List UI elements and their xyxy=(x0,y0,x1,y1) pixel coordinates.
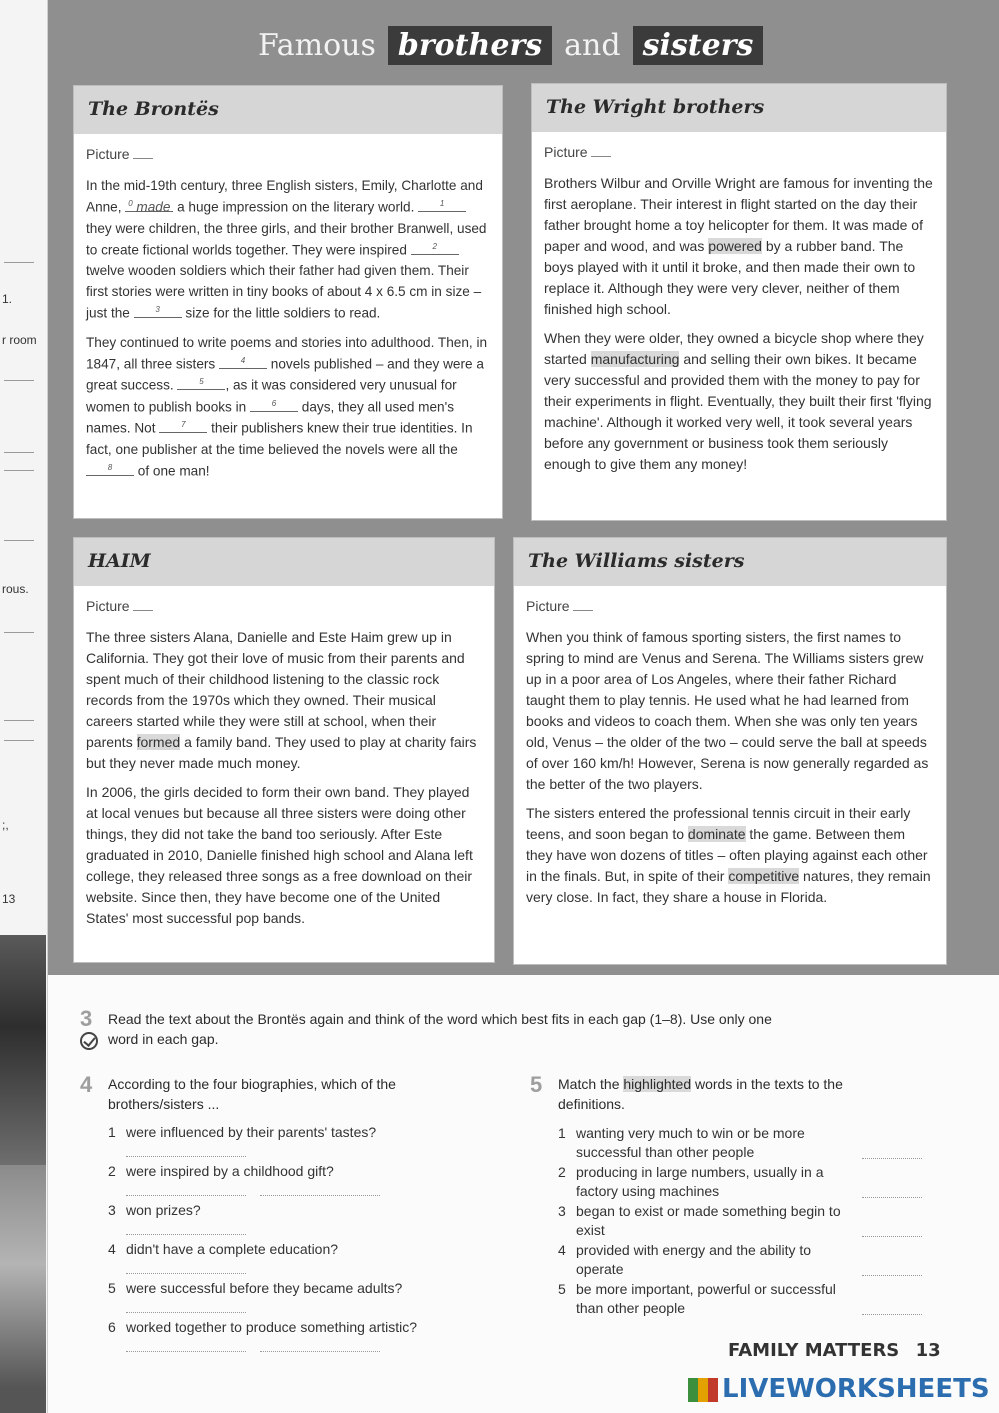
edge-dash xyxy=(4,262,34,263)
answer-line[interactable] xyxy=(260,1351,380,1352)
card-body xyxy=(544,142,934,483)
text: literary world. xyxy=(333,199,415,215)
text: the xyxy=(110,305,130,321)
picture-answer-line[interactable] xyxy=(591,156,611,157)
answer-line[interactable] xyxy=(126,1195,246,1196)
text: days, they all used men's names. Not xyxy=(86,399,454,436)
picture-label xyxy=(86,144,490,165)
answer-line[interactable] xyxy=(126,1156,246,1157)
exercise-5-number: 5 xyxy=(530,1072,543,1097)
exercise-5-instruction xyxy=(558,1074,938,1114)
text: the game. Between them they have won dozens of titles – often playing against each other in the finals. But, in spite of their xyxy=(526,826,928,884)
exercise-3-number: 3 xyxy=(80,1006,93,1031)
highlighted-word: formed xyxy=(136,734,181,750)
question-number: 4 xyxy=(108,1241,116,1257)
text: their publishers knew their true identities. In fact, xyxy=(86,420,473,457)
card-header xyxy=(74,538,494,586)
definition-text: began to exist or made something begin to exist xyxy=(576,1203,841,1238)
text: natures, they remain very close. In fact, they share a house in Florida. xyxy=(526,868,931,905)
title-word-highlight: brothers xyxy=(388,26,552,65)
card-wright-brothers xyxy=(532,84,946,520)
gap-2-input[interactable]: 2 xyxy=(411,239,459,255)
liveworksheets-logo-icon xyxy=(688,1378,718,1402)
title-word: and xyxy=(564,28,621,63)
edge-dash xyxy=(4,632,34,633)
text: a huge impression on the xyxy=(177,199,330,215)
page-title xyxy=(258,26,763,65)
exercise-3-instruction xyxy=(108,1009,868,1049)
card-body xyxy=(526,596,934,916)
exercise-5-definitions xyxy=(558,1124,938,1324)
question-number: 3 xyxy=(108,1202,116,1218)
definition-number: 3 xyxy=(558,1203,566,1219)
question-item xyxy=(108,1124,376,1140)
card-title: The Williams sisters xyxy=(528,550,745,572)
text: twelve wooden xyxy=(86,263,176,279)
portrait-image xyxy=(0,1165,46,1413)
definition-text: be more important, powerful or successful than other people xyxy=(576,1281,836,1316)
page-number: 13 xyxy=(915,1340,941,1361)
paragraph xyxy=(544,173,934,320)
biographies-panel xyxy=(48,0,999,975)
text: they were children, the three girls, xyxy=(86,220,291,236)
picture-answer-line[interactable] xyxy=(573,610,593,611)
definition-number: 5 xyxy=(558,1281,566,1297)
answer-line[interactable] xyxy=(126,1273,246,1274)
previous-page-edge xyxy=(0,0,48,1413)
text: size for the little soldiers to read. xyxy=(185,305,381,321)
definition-text: wanting very much to win or be more successful than other people xyxy=(576,1125,805,1160)
text: a family band. They used to play at charity fairs but they never made much money. xyxy=(86,734,477,771)
answer-line[interactable] xyxy=(126,1351,246,1352)
card-brontes xyxy=(74,86,502,518)
exercise-4-instruction xyxy=(108,1074,488,1114)
picture-label-text: Picture xyxy=(544,144,588,160)
definition-text: provided with energy and the ability to operate xyxy=(576,1242,812,1277)
edge-text-3: rous. xyxy=(2,582,29,596)
card-header xyxy=(532,84,946,132)
watermark-text: LIVEWORKSHEETS xyxy=(722,1374,990,1404)
picture-label xyxy=(526,596,934,617)
text: by a rubber band. The boys played with it until it broke, and then made their own to replace it. Although they were very clever, neither of them finished high school. xyxy=(544,238,916,317)
text: and their brother Branwell, used to create fictional worlds xyxy=(86,220,487,258)
question-text: were influenced by their parents' tastes? xyxy=(126,1124,377,1140)
card-body xyxy=(86,596,482,937)
question-number: 5 xyxy=(108,1280,116,1296)
paragraph xyxy=(86,627,482,774)
text: as it was considered very unusual for women to publish xyxy=(86,377,457,415)
gap-7-input[interactable]: 7 xyxy=(159,417,207,433)
question-text: didn't have a complete education? xyxy=(126,1241,339,1257)
text: words in the texts to the xyxy=(695,1076,843,1092)
instruction-line: Read the text about the Brontës again and think of the word which best fits in each gap (1–8). Use only one xyxy=(108,1011,772,1027)
paragraph: In 2006, the girls decided to form their own band. They played at local venues but because all three sisters were doing other things, they did not take the band too seriously. After Este graduated in 2010, Danielle finished high school and Alana left college, they released three songs as a free download on their website. Since then, they have become one of the United States' most successful pop bands. xyxy=(86,784,473,926)
highlighted-word: powered xyxy=(708,238,762,254)
card-header xyxy=(74,86,502,134)
definition-number: 1 xyxy=(558,1125,566,1141)
instruction-line: definitions. xyxy=(558,1096,625,1112)
text: adulthood. Then, in 1847, all three sisters xyxy=(86,334,488,372)
card-williams-sisters xyxy=(514,538,946,964)
text: novels xyxy=(270,356,311,372)
question-number: 1 xyxy=(108,1124,116,1140)
footer-section-title xyxy=(728,1340,941,1361)
card-haim xyxy=(74,538,494,962)
gap-1-input[interactable]: 1 xyxy=(418,196,466,212)
edge-dash xyxy=(4,452,34,453)
paragraph xyxy=(86,175,490,324)
paragraph xyxy=(86,332,490,482)
check-icon xyxy=(80,1032,98,1050)
answer-line[interactable] xyxy=(862,1158,922,1159)
instruction-line xyxy=(558,1074,938,1094)
title-word-highlight: sisters xyxy=(633,26,764,65)
picture-answer-line[interactable] xyxy=(133,158,153,159)
answer-line[interactable] xyxy=(260,1195,380,1196)
text: Match the xyxy=(558,1076,620,1092)
gap-8-input[interactable]: 8 xyxy=(86,460,134,476)
text: together. They were inspired xyxy=(235,242,407,258)
question-item xyxy=(108,1202,201,1218)
definition-text: producing in large numbers, usually in a factory using machines xyxy=(576,1164,824,1199)
picture-label xyxy=(544,142,934,163)
card-body xyxy=(86,144,490,489)
paragraph: When you think of famous sporting sisters, the first names to spring to mind are Venus and Serena. The Williams sisters grew up in a poor area of Los Angeles, where their father Richard taught them to play tennis. He used what he had learned from books and videos to coach them. When she was only ten years old, Venus – the older of the two – could serve the ball at speeds of over 160 km/h! However, Serena is now generally regarded as the better of the two players. xyxy=(526,629,929,792)
highlighted-word: competitive xyxy=(728,868,800,884)
edge-dash xyxy=(4,380,34,381)
text: When they were older, they owned a bicycle shop where they started xyxy=(544,330,924,367)
definition-number: 2 xyxy=(558,1164,566,1180)
gap-5-input[interactable]: 5 xyxy=(177,374,225,390)
question-text: were successful before they became adults? xyxy=(126,1280,403,1296)
card-title: HAIM xyxy=(88,550,151,572)
card-title: The Wright brothers xyxy=(546,96,765,118)
text: of one man! xyxy=(137,463,210,479)
edge-text-2: r room xyxy=(2,333,37,347)
text: books in xyxy=(195,399,247,415)
picture-label xyxy=(86,596,482,617)
text: published – and they were a great success. xyxy=(86,356,484,393)
text: Brothers Wilbur and Orville Wright are famous for inventing the first aeroplane. Their interest in flight started on the day their father brought home a toy helicopter for them. It was made of paper and wood, and was xyxy=(544,175,933,254)
footer-text: FAMILY MATTERS xyxy=(728,1340,900,1361)
text: They continued to write poems and stories into xyxy=(86,334,368,350)
liveworksheets-watermark xyxy=(688,1374,990,1404)
text: In the mid-19th century, three English sisters, Emily, xyxy=(86,178,398,193)
edge-text-1: 1. xyxy=(2,292,13,306)
highlighted-word: manufacturing xyxy=(590,351,680,367)
answer-line[interactable] xyxy=(126,1312,246,1313)
text: one publisher at the time believed the novels were all the xyxy=(115,441,458,457)
card-title: The Brontës xyxy=(88,98,219,120)
text: Charlotte and Anne, xyxy=(86,178,483,215)
title-word: Famous xyxy=(258,28,376,63)
highlighted-word: dominate xyxy=(687,826,746,842)
edge-dash xyxy=(4,540,34,541)
portrait-image xyxy=(0,935,46,1165)
picture-label-text: Picture xyxy=(526,598,570,614)
gap-6-input[interactable]: 6 xyxy=(250,396,298,412)
question-item xyxy=(108,1163,334,1179)
paragraph xyxy=(526,803,934,908)
instruction-line: word in each gap. xyxy=(108,1031,219,1047)
text: The three sisters Alana, Danielle and Este Haim grew up in California. They got their love of music from their parents and spent much of their childhood listening to the classic rock records from the 1970s which they owned. Their musical careers started while they were still at school, when their parents xyxy=(86,629,465,750)
answer-line[interactable] xyxy=(862,1197,922,1198)
card-header xyxy=(514,538,946,586)
gap-0-example: $^0$ made xyxy=(125,196,173,212)
picture-label-text: Picture xyxy=(86,146,130,162)
instruction-line: According to the four biographies, which of the xyxy=(108,1076,396,1092)
question-item xyxy=(108,1241,338,1257)
answer-line[interactable] xyxy=(862,1314,922,1315)
exercise-4-number: 4 xyxy=(80,1072,93,1097)
question-text: won prizes? xyxy=(126,1202,201,1218)
text: and selling their own bikes. It became very successful and provided them with the money to pay for their experiments in flight. Eventually, they built their first 'flying machine'. Although it worked very well, it took several years before any government or business took them seriously enough to give them any money! xyxy=(544,351,932,472)
edge-dash xyxy=(4,470,34,471)
text: were written in tiny books of about 4 x 6.5 cm in size – just xyxy=(86,284,482,321)
question-item xyxy=(108,1319,417,1335)
question-item xyxy=(108,1280,402,1296)
gap-4-input[interactable]: 4 xyxy=(219,353,267,369)
text: The sisters entered the professional tennis circuit in their early teens, and soon began to xyxy=(526,805,911,842)
exercise-4-questions xyxy=(108,1124,528,1364)
answer-line[interactable] xyxy=(126,1234,246,1235)
gap-3-input[interactable]: 3 xyxy=(134,302,182,318)
text: , xyxy=(225,377,230,393)
picture-answer-line[interactable] xyxy=(133,610,153,611)
answer-line[interactable] xyxy=(862,1236,922,1237)
edge-dash xyxy=(4,740,34,741)
edge-text-4: ;, xyxy=(2,818,9,832)
question-text: were inspired by a childhood gift? xyxy=(126,1163,334,1179)
definition-number: 4 xyxy=(558,1242,566,1258)
picture-label-text: Picture xyxy=(86,598,130,614)
text: soldiers which their father had given them. Their first stories xyxy=(86,263,469,300)
paragraph xyxy=(544,328,934,475)
edge-dash xyxy=(4,720,34,721)
question-number: 2 xyxy=(108,1163,116,1179)
gap-0-answer: made xyxy=(136,199,171,215)
question-text: worked together to produce something artistic? xyxy=(126,1319,418,1335)
edge-text-5: 13 xyxy=(2,892,16,906)
worksheet-page xyxy=(48,0,999,1413)
question-number: 6 xyxy=(108,1319,116,1335)
highlighted-word: highlighted xyxy=(623,1076,692,1092)
answer-line[interactable] xyxy=(862,1275,922,1276)
instruction-line: brothers/sisters ... xyxy=(108,1096,220,1112)
